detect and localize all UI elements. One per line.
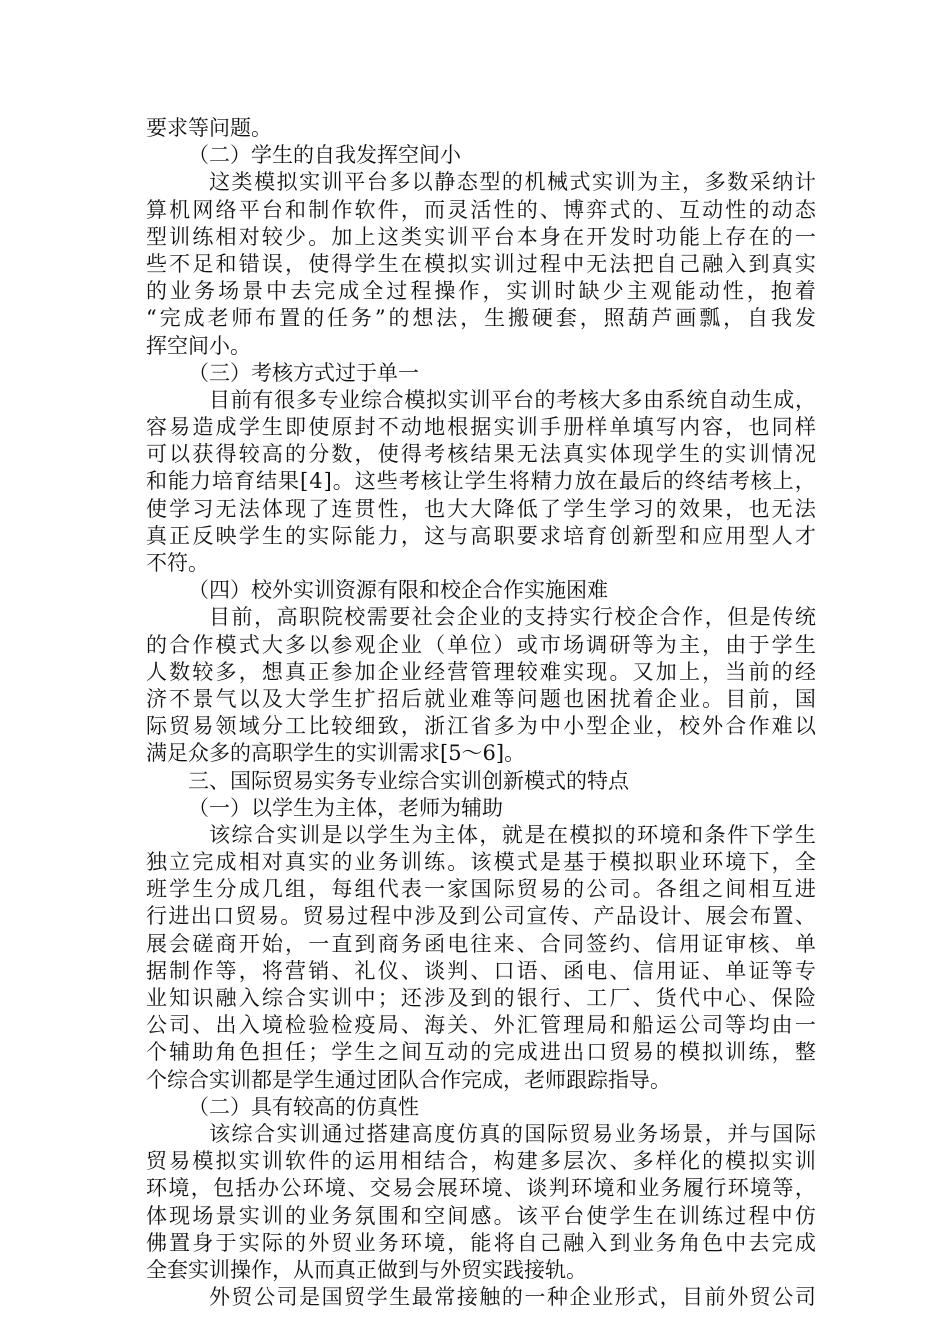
text-line: （一）以学生为主体，老师为辅助 [188, 795, 503, 820]
text-line: 挥空间小。 [146, 333, 251, 358]
text-line: 班 学 生 分 成 几 组 ， 每 组 代 表 一 家 国 际 贸 易 的 公 司 。 各 组 之 间 相 互 进 [146, 877, 816, 902]
text-line: 这 类 模 拟 实 训 平 台 多 以 静 态 型 的 机 械 式 实 训 为 主 ， 多 数 采 纳 计 [209, 170, 816, 195]
text-line: 的 业 务 场 景 中 去 完 成 全 过 程 操 作 ， 实 训 时 缺 少 主 观 能 动 性 ， 抱 着 [146, 279, 816, 304]
text-line: 目 前 有 很 多 专 业 综 合 模 拟 实 训 平 台 的 考 核 大 多 由 系 统 自 动 生 成 ， [209, 387, 816, 412]
text-line: 真 正 反 映 学 生 的 实 际 能 力 ， 这 与 高 职 要 求 培 育 创 新 型 和 应 用 型 人 才 [146, 523, 816, 548]
text-line: “ 完 成 老 师 布 置 的 任 务 ” 的 想 法 ， 生 搬 硬 套 ， 照 葫 芦 画 瓢 ， 自 我 发 [146, 306, 816, 331]
text-line: 该 综 合 实 训 是 以 学 生 为 主 体 ， 就 是 在 模 拟 的 环 境 和 条 件 下 学 生 [209, 822, 816, 847]
text-line: 满足众多的高职学生的实训需求[5～6]。 [146, 741, 526, 766]
text-line: 要求等问题。 [146, 116, 272, 140]
text-line: （三）考核方式过于单一 [188, 360, 419, 385]
text-line: 该 综 合 实 训 通 过 搭 建 高 度 仿 真 的 国 际 贸 易 业 务 场 景 ， 并 与 国 际 [209, 1121, 816, 1146]
text-line: 业 知 识 融 入 综 合 实 训 中 ； 还 涉 及 到 的 银 行 、 工 厂 、 货 代 中 心 、 保 险 [146, 986, 816, 1010]
text-line: 些 不 足 和 错 误 ， 使 得 学 生 在 模 拟 实 训 过 程 中 无 法 把 自 己 融 入 到 真 实 [146, 251, 816, 276]
text-line: 可 以 获 得 较 高 的 分 数 ， 使 得 考 核 结 果 无 法 真 实 体 现 学 生 的 实 训 情 况 [146, 442, 816, 467]
text-line: 环 境 ， 包 括 办 公 环 境 、 交 易 会 展 环 境 、 谈 判 环 境 和 业 务 履 行 环 境 等 ， [146, 1176, 816, 1201]
text-line: 算 机 网 络 平 台 和 制 作 软 件 ， 而 灵 活 性 的 、 博 弈 式 的 、 互 动 性 的 动 态 [146, 197, 816, 222]
text-line: 外 贸 公 司 是 国 贸 学 生 最 常 接 触 的 一 种 企 业 形 式 ， 目 前 外 贸 公 司 [209, 1285, 816, 1310]
text-line: 佛 置 身 于 实 际 的 外 贸 业 务 环 境 ， 能 将 自 己 融 入 到 业 务 角 色 中 去 完 成 [146, 1230, 816, 1255]
text-line: 全套实训操作，从而真正做到与外贸实践接轨。 [146, 1257, 587, 1282]
text-line: 展 会 磋 商 开 始 ， 一 直 到 商 务 函 电 往 来 、 合 同 签 约 、 信 用 证 审 核 、 单 [146, 931, 816, 956]
text-line: 济 不 景 气 以 及 大 学 生 扩 招 后 就 业 难 等 问 题 也 困 扰 着 企 业 。 目 前 ， 国 [146, 686, 816, 711]
text-line: 公 司 、 出 入 境 检 验 检 疫 局 、 海 关 、 外 汇 管 理 局 和 船 运 公 司 等 均 由 一 [146, 1013, 816, 1038]
text-line: 容 易 造 成 学 生 即 使 原 封 不 动 地 根 据 实 训 手 册 样 单 填 写 内 容 ， 也 同 样 [146, 415, 816, 440]
text-line: 体 现 场 景 实 训 的 业 务 氛 围 和 空 间 感 。 该 平 台 使 学 生 在 训 练 过 程 中 仿 [146, 1203, 816, 1228]
text-line: 目 前 ， 高 职 院 校 需 要 社 会 企 业 的 支 持 实 行 校 企 合 作 ， 但 是 传 统 [209, 605, 816, 630]
text-line: 行 进 出 口 贸 易 。 贸 易 过 程 中 涉 及 到 公 司 宣 传 、 产 品 设 计 、 展 会 布 置 、 [146, 904, 816, 929]
text-line: 的 合 作 模 式 大 多 以 参 观 企 业 （ 单 位 ） 或 市 场 调 研 等 为 主 ， 由 于 学 生 [146, 632, 816, 657]
text-line: 际 贸 易 领 域 分 工 比 较 细 致 ， 浙 江 省 多 为 中 小 型 企 业 ， 校 外 合 作 难 以 [146, 714, 816, 739]
text-line: 型 训 练 相 对 较 少 。 加 上 这 类 实 训 平 台 本 身 在 开 发 时 功 能 上 存 在 的 一 [146, 224, 816, 249]
text-line: 使 学 习 无 法 体 现 了 连 贯 性 ， 也 大 大 降 低 了 学 生 学 习 的 效 果 ， 也 无 法 [146, 496, 816, 521]
text-line: 个综合实训都是学生通过团队合作完成，老师跟踪指导。 [146, 1067, 671, 1092]
text-line: （二）具有较高的仿真性 [188, 1094, 419, 1119]
text-line: 人 数 较 多 ， 想 真 正 参 加 企 业 经 营 管 理 较 难 实 现 。 又 加 上 ， 当 前 的 经 [146, 659, 816, 684]
text-line: （四）校外实训资源有限和校企合作实施困难 [188, 578, 608, 603]
document-page [146, 115, 816, 1311]
text-line: 独 立 完 成 相 对 真 实 的 业 务 训 练 。 该 模 式 是 基 于 模 拟 职 业 环 境 下 ， 全 [146, 850, 816, 875]
text-line: 个 辅 助 角 色 担 任 ； 学 生 之 间 互 动 的 完 成 进 出 口 贸 易 的 模 拟 训 练 ， 整 [146, 1040, 816, 1065]
text-line: 不符。 [146, 551, 209, 575]
text-line: 三、国际贸易实务专业综合实训创新模式的特点 [188, 768, 629, 793]
text-line: 贸 易 模 拟 实 训 软 件 的 运 用 相 结 合 ， 构 建 多 层 次 、 多 样 化 的 模 拟 实 训 [146, 1149, 816, 1174]
text-line: （二）学生的自我发挥空间小 [188, 143, 461, 168]
text-line: 和 能 力 培 育 结 果 [ 4 ] 。 这 些 考 核 让 学 生 将 精 力 放 在 最 后 的 终 结 考 核 上 ， [146, 469, 816, 494]
text-line: 据 制 作 等 ， 将 营 销 、 礼 仪 、 谈 判 、 口 语 、 函 电 、 信 用 证 、 单 证 等 专 [146, 958, 816, 983]
